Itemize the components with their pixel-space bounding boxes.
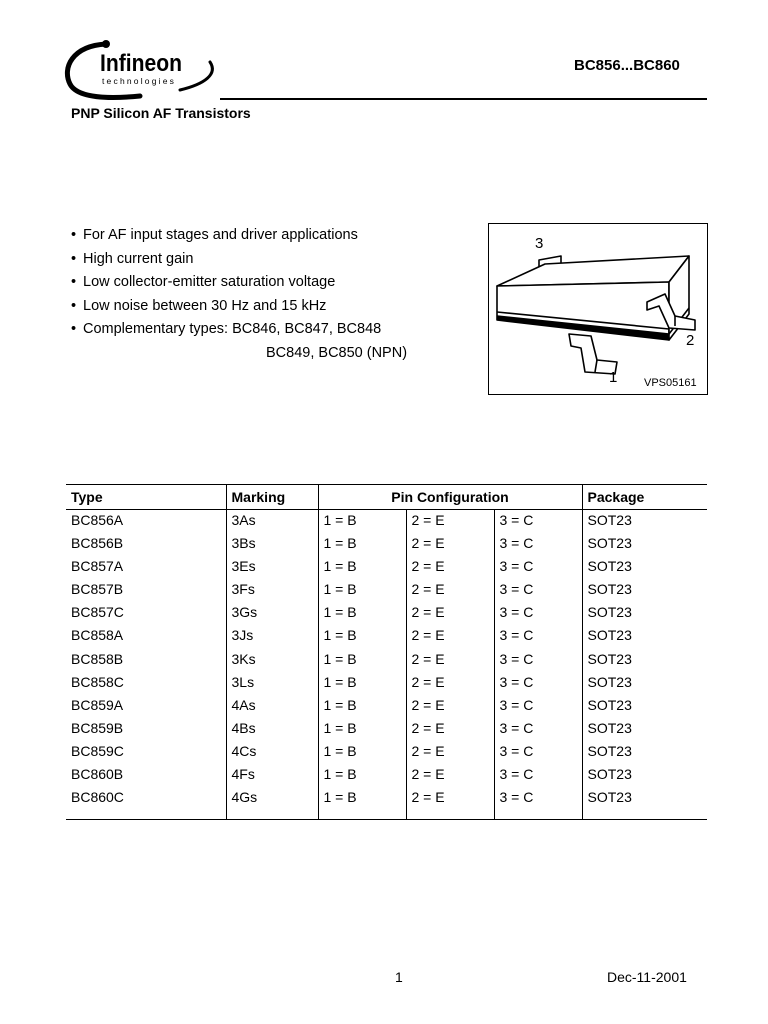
pin2-cell: 2 = E	[406, 510, 494, 534]
type-cell: BC858C	[71, 673, 124, 690]
table-row	[66, 695, 707, 718]
pin3-cell: 3 = C	[494, 649, 582, 672]
package-cell: SOT23	[582, 787, 707, 820]
table-row	[66, 741, 707, 764]
pin3-cell: 3 = C	[494, 672, 582, 695]
header-marking: Marking	[226, 485, 318, 510]
pin3-cell: 3 = C	[494, 787, 582, 820]
pin1-cell: 1 = B	[318, 649, 406, 672]
pin2-cell: 2 = E	[406, 602, 494, 625]
header-package: Package	[582, 485, 707, 510]
table-row	[66, 533, 707, 556]
feature-item	[71, 250, 407, 274]
table-row	[66, 718, 707, 741]
feature-text: Low collector-emitter saturation voltage	[83, 274, 336, 290]
pin2-cell: 2 = E	[406, 695, 494, 718]
package-cell: SOT23	[582, 672, 707, 695]
pin2-cell: 2 = E	[406, 649, 494, 672]
package-cell: SOT23	[582, 579, 707, 602]
package-cell: SOT23	[582, 556, 707, 579]
bullet-icon: •	[71, 274, 77, 290]
pin1-cell: 1 = B	[318, 672, 406, 695]
type-cell: BC859A	[71, 696, 124, 713]
pin1-cell: 1 = B	[318, 579, 406, 602]
table-row	[66, 556, 707, 579]
table-row	[66, 649, 707, 672]
type-cell: BC857B	[71, 581, 124, 598]
marking-cell: 3Fs	[226, 579, 318, 602]
header-pin-configuration: Pin Configuration	[318, 485, 582, 510]
table-row	[66, 510, 707, 534]
page-number: 1	[395, 969, 403, 985]
pin3-cell: 3 = C	[494, 602, 582, 625]
package-cell: SOT23	[582, 533, 707, 556]
table-body	[66, 510, 707, 820]
pin2-cell: 2 = E	[406, 625, 494, 648]
infineon-logo	[60, 34, 220, 108]
type-cell: BC859B	[71, 719, 124, 736]
pin1-cell: 1 = B	[318, 625, 406, 648]
type-cell: BC856A	[71, 512, 124, 528]
marking-cell: 3As	[226, 510, 318, 534]
type-cell: BC860C	[66, 787, 226, 820]
feature-item	[71, 320, 407, 344]
package-cell: SOT23	[582, 741, 707, 764]
marking-cell: 3Js	[226, 625, 318, 648]
package-cell: SOT23	[582, 602, 707, 625]
table-row	[66, 625, 707, 648]
pin1-cell: 1 = B	[318, 510, 406, 534]
pin1-cell: 1 = B	[318, 556, 406, 579]
feature-item	[71, 273, 407, 297]
package-code: VPS05161	[644, 377, 697, 389]
pin3-cell: 3 = C	[494, 695, 582, 718]
pin2-cell: 2 = E	[406, 533, 494, 556]
table-row	[66, 672, 707, 695]
document-date: Dec-11-2001	[607, 969, 687, 985]
pin3-cell: 3 = C	[494, 764, 582, 787]
pin1-cell: 1 = B	[318, 533, 406, 556]
type-cell: BC856B	[71, 535, 124, 552]
type-cell: BC858B	[71, 650, 124, 667]
pin-label-2: 2	[686, 332, 695, 349]
marking-cell: 3Bs	[226, 533, 318, 556]
marking-cell: 4As	[226, 695, 318, 718]
bullet-icon: •	[71, 321, 77, 337]
marking-cell: 3Gs	[226, 602, 318, 625]
pin2-cell: 2 = E	[406, 764, 494, 787]
marking-cell: 3Ls	[226, 672, 318, 695]
pin1-cell: 1 = B	[318, 741, 406, 764]
marking-cell: 4Cs	[226, 741, 318, 764]
bullet-icon: •	[71, 297, 77, 314]
logo-wordmark: Infineon	[100, 50, 182, 77]
marking-cell: 4Fs	[226, 764, 318, 787]
pin2-cell: 2 = E	[406, 787, 494, 820]
package-cell: SOT23	[582, 510, 707, 534]
pin3-cell: 3 = C	[494, 741, 582, 764]
table-row	[66, 602, 707, 625]
package-cell: SOT23	[582, 764, 707, 787]
marking-cell: 4Bs	[226, 718, 318, 741]
header-rule	[220, 98, 707, 100]
sot23-package-drawing	[489, 224, 709, 396]
feature-text: Complementary types: BC846, BC847, BC848	[83, 321, 382, 337]
pin2-cell: 2 = E	[406, 672, 494, 695]
pin-label-3: 3	[535, 235, 544, 252]
bullet-icon: •	[71, 227, 77, 243]
marking-cell: 3Ks	[226, 649, 318, 672]
package-cell: SOT23	[582, 649, 707, 672]
type-cell: BC857A	[71, 558, 124, 575]
package-cell: SOT23	[582, 718, 707, 741]
feature-list	[71, 226, 407, 367]
marking-cell: 3Es	[226, 556, 318, 579]
type-cell: BC858A	[71, 627, 124, 644]
pin1-cell: 1 = B	[318, 695, 406, 718]
type-cell: BC857C	[71, 604, 124, 621]
table-row	[66, 579, 707, 602]
type-cell: BC860B	[71, 766, 124, 783]
package-figure	[488, 223, 708, 395]
feature-text: For AF input stages and driver applications	[83, 227, 358, 243]
type-cell: BC859C	[71, 742, 124, 759]
document-subtitle: PNP Silicon AF Transistors	[71, 105, 251, 121]
logo-tagline: technologies	[102, 76, 177, 86]
feature-text: High current gain	[83, 250, 194, 267]
pin3-cell: 3 = C	[494, 625, 582, 648]
table-row	[66, 764, 707, 787]
pin1-cell: 1 = B	[318, 718, 406, 741]
pin2-cell: 2 = E	[406, 579, 494, 602]
pin3-cell: 3 = C	[494, 533, 582, 556]
table-row	[66, 787, 707, 820]
pin3-cell: 3 = C	[494, 718, 582, 741]
header-type: Type	[66, 485, 226, 510]
pin1-cell: 1 = B	[318, 602, 406, 625]
pin1-cell: 1 = B	[318, 787, 406, 820]
feature-item	[71, 297, 407, 321]
pin2-cell: 2 = E	[406, 556, 494, 579]
pin1-cell: 1 = B	[318, 764, 406, 787]
table-header-row	[66, 485, 707, 510]
pin2-cell: 2 = E	[406, 741, 494, 764]
package-cell: SOT23	[582, 625, 707, 648]
marking-cell: 4Gs	[226, 787, 318, 820]
type-table	[66, 484, 707, 820]
feature-item	[71, 226, 407, 250]
pin-label-1: 1	[609, 369, 618, 386]
pin3-cell: 3 = C	[494, 510, 582, 534]
pin2-cell: 2 = E	[406, 718, 494, 741]
pin3-cell: 3 = C	[494, 556, 582, 579]
package-cell: SOT23	[582, 695, 707, 718]
feature-continuation: BC849, BC850 (NPN)	[266, 344, 408, 361]
part-range-title: BC856...BC860	[574, 57, 680, 74]
feature-text: Low noise between 30 Hz and 15 kHz	[83, 297, 327, 314]
pin3-cell: 3 = C	[494, 579, 582, 602]
bullet-icon: •	[71, 250, 77, 267]
